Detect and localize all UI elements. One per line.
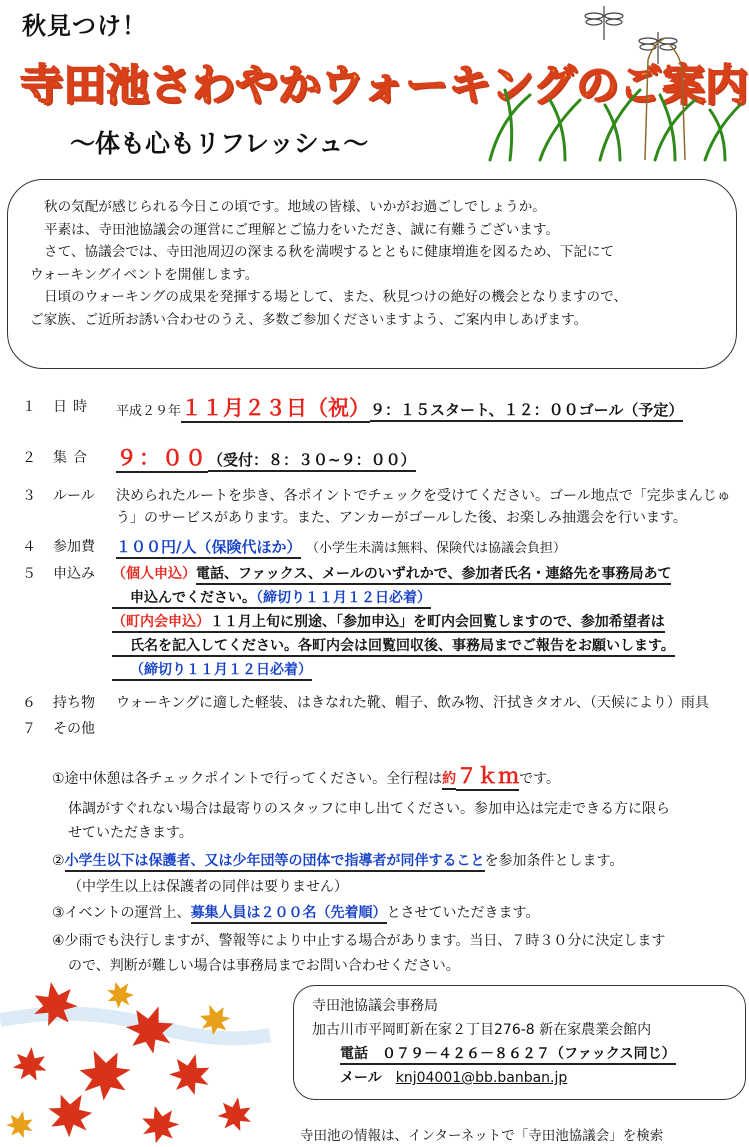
office-name: 寺田池協議会事務局: [312, 998, 438, 1014]
distance-value: ７ｋｍ: [456, 764, 519, 791]
intro-box: [7, 179, 737, 369]
maple-leaf-icon: [12, 978, 255, 1146]
footer-note: 寺田池の情報は、インターネットで「寺田池協議会」を検索: [300, 1128, 664, 1144]
item-number: ３: [22, 488, 36, 504]
item-date: [0, 392, 749, 418]
item-value: [116, 392, 683, 422]
note-2: [52, 850, 623, 870]
note-4-detail: ので、判断が難しい場合は事務局までお問い合わせください。: [68, 958, 460, 974]
note-text: ③イベントの運営上、: [52, 905, 191, 921]
item-number: ４: [22, 539, 36, 555]
header-tag: 秋見つけ！: [22, 12, 147, 40]
page-subtitle: ～体も心もリフレッシュ～: [70, 129, 369, 158]
note-1-detail: せていただきます。: [68, 825, 193, 841]
town-tag: （町内会申込）: [112, 614, 210, 633]
note-text: とさせていただきます。: [386, 905, 540, 921]
event-time: ９：１５スタート、１２：００ゴール（予定）: [370, 401, 683, 422]
note-text: です。: [519, 771, 561, 787]
note-text: ①途中休憩は各チェックポイントで行ってください。全行程は: [52, 771, 443, 787]
fee-amount: １００円/人（保険代ほか）: [116, 538, 301, 559]
intro-line: さて、協議会では、寺田池周辺の深まる秋を満喫するとともに健康増進を図るため、下記にて: [44, 244, 615, 261]
note-3: [52, 902, 539, 922]
note-1: [52, 760, 560, 790]
date-prefix: 平成２９年: [116, 404, 182, 419]
susuki-icon: [645, 38, 685, 160]
item-value: [112, 562, 675, 682]
grass-icon: [490, 90, 740, 160]
item-label: 持ち物: [53, 695, 95, 711]
rule-line: う」のサービスがあります。また、アンカーがゴールした後、お楽しみ抽選会を行います。: [116, 510, 687, 526]
email-link[interactable]: knj04001@bb.banban.jp: [395, 1070, 568, 1086]
phone-text: 電話 ０７９－４２６－８６２７（ファックス同じ）: [340, 1046, 676, 1065]
note-2-detail: （中学生以上は保護者の同伴は要りません）: [68, 879, 348, 895]
intro-line: 秋の気配が感じられる今日この頃です。地域の皆様、いかがお過ごしでしょうか。: [44, 199, 546, 215]
item-label: 日時: [53, 399, 93, 415]
item-number: ６: [22, 695, 36, 711]
apply-text: １１月上旬に別途、「参加申込」を町内会回覧しますので、参加希望者は: [210, 614, 665, 633]
item-bring: [0, 692, 749, 714]
note-4: ④少雨でも決行しますが、警報等により中止する場合があります。当日、７時３０分に決定します: [52, 933, 666, 949]
intro-line: ウォーキングイベントを開催します。: [30, 266, 259, 283]
note-text: を参加条件とします。: [484, 853, 624, 869]
apply-text: 電話、ファックス、メールのいずれかで、参加者氏名・連絡先を事務局あて: [196, 566, 671, 585]
reception-time: （受付：８：３０~９：００）: [208, 451, 416, 472]
item-label: 申込み: [53, 566, 95, 582]
office-email: [312, 1066, 745, 1090]
intro-line: 平素は、寺田池協議会の運営にご理解とご協力をいただき、誠に有難うございます。: [44, 221, 559, 238]
item-other: [0, 718, 749, 740]
dragonfly-icon: [585, 6, 623, 40]
individual-tag: （個人申込）: [112, 566, 196, 582]
maple-leaves-illustration: [0, 965, 290, 1147]
fee-note: （小学生未満は無料、保険代は協議会負担）: [305, 541, 566, 556]
office-address: 加古川市平岡町新在家２丁目276-8 新在家農業会館内: [312, 1022, 652, 1038]
note-emphasis: 小学生以下は保護者、又は少年団等の団体で指導者が同伴すること: [65, 853, 485, 872]
item-value: ウォーキングに適した軽装、はきなれた靴、帽子、飲み物、汗拭きタオル、（天候により）雨具: [116, 695, 709, 711]
office-phone: [312, 1042, 745, 1066]
distance-prefix: 約: [442, 771, 456, 790]
note-number: ②: [52, 853, 65, 869]
note-1-detail: 体調がすぐれない場合は最寄りのスタッフに申し出てください。参加申込は完走できる方に限ら: [68, 801, 670, 817]
event-date: １１月２３日（祝）: [181, 396, 370, 423]
item-number: ２: [22, 450, 36, 466]
item-apply: [0, 562, 749, 687]
rule-line: 決められたルートを歩き、各ポイントでチェックを受けてください。ゴール地点で「完歩まんじゅ: [116, 488, 731, 504]
item-meet: [0, 442, 749, 468]
item-value: [116, 485, 731, 529]
deadline: （締切り１１月１２日必着）: [256, 590, 431, 609]
page-title: 寺田池さわやかウォーキングのご案内: [20, 61, 748, 111]
deadline: （締切り１１月１２日必着）: [112, 662, 312, 681]
meet-time: ９：００: [116, 446, 208, 473]
apply-text: 氏名を記入してください。各町内会は回覧回収後、事務局までご報告をお願いします。: [112, 638, 675, 657]
intro-line: 日頃のウォーキングの成果を発揮する場として、また、秋見つけの絶好の機会となりますので、: [44, 289, 628, 306]
item-number: ５: [22, 566, 36, 582]
item-number: ７: [22, 721, 36, 737]
email-label: メール: [340, 1070, 382, 1086]
item-fee: [0, 536, 749, 558]
item-rule: [0, 485, 749, 529]
item-label: 参加費: [53, 539, 95, 555]
item-number: １: [22, 399, 36, 415]
contact-box: [293, 985, 746, 1100]
item-label: ルール: [53, 488, 95, 504]
item-value: [116, 536, 566, 557]
intro-line: ご家族、ご近所お誘い合わせのうえ、多数ご参加くださいますよう、ご案内申しあげます。: [30, 311, 588, 328]
dragonfly-grass-illustration: [470, 0, 749, 165]
note-emphasis: 募集人員は２００名（先着順）: [191, 905, 387, 924]
dragonfly-icon: [639, 32, 677, 64]
item-label: 集合: [53, 450, 93, 466]
item-value: [116, 442, 416, 472]
item-label: その他: [53, 721, 95, 737]
apply-text: 申込んでください。: [112, 590, 256, 609]
